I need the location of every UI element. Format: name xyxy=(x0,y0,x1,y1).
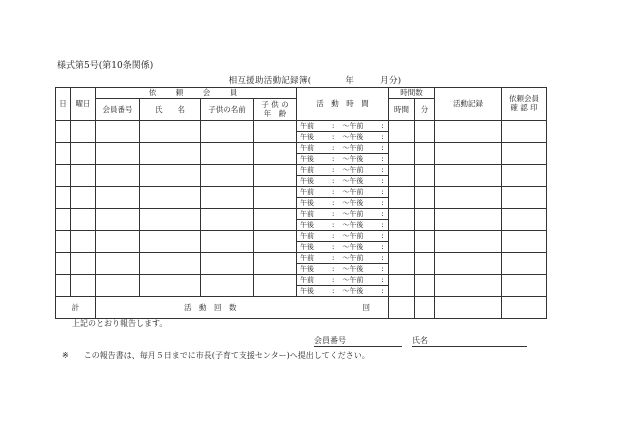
time-colon: : xyxy=(332,198,335,207)
header-child-name: 子供の名前 xyxy=(201,99,254,121)
record-row-am xyxy=(56,121,547,132)
time-start-label: 午後 xyxy=(300,286,314,295)
confirm-seal-cell[interactable] xyxy=(502,231,547,253)
weekday-cell[interactable] xyxy=(71,121,96,143)
activity-time-am-cell[interactable] xyxy=(297,143,389,154)
activity-count-label: 活 動 回 数 xyxy=(184,302,237,312)
activity-record-cell[interactable] xyxy=(435,253,502,275)
child-name-cell[interactable] xyxy=(201,165,254,187)
minutes-cell[interactable] xyxy=(415,209,435,231)
day-cell[interactable] xyxy=(56,253,71,275)
time-colon: : xyxy=(332,264,335,273)
hours-cell[interactable] xyxy=(389,275,415,297)
name-field xyxy=(412,335,527,347)
name-cell[interactable] xyxy=(140,165,201,187)
time-colon: : xyxy=(381,154,384,163)
time-colon: : xyxy=(381,121,384,130)
header-child-age-line2: 年 齢 xyxy=(263,108,287,118)
activity-time-pm-cell[interactable] xyxy=(297,198,389,209)
time-end-label: ～午前 xyxy=(342,143,364,152)
minutes-cell[interactable] xyxy=(415,143,435,165)
time-colon: : xyxy=(381,209,384,218)
hours-cell[interactable] xyxy=(389,209,415,231)
submission-note xyxy=(62,350,370,361)
minutes-cell[interactable] xyxy=(415,121,435,143)
time-colon: : xyxy=(332,231,335,240)
header-activity-time: 活 動 時 間 xyxy=(297,88,389,121)
activity-time-pm-cell[interactable] xyxy=(297,220,389,231)
confirm-seal-cell[interactable] xyxy=(502,275,547,297)
member-no-cell[interactable] xyxy=(96,121,140,143)
child-name-cell[interactable] xyxy=(201,187,254,209)
time-colon: : xyxy=(332,143,335,152)
total-hours-cell[interactable] xyxy=(389,297,415,319)
time-end-label: ～午後 xyxy=(342,264,364,273)
note-mark: ※ xyxy=(62,351,69,360)
activity-time-am-cell[interactable] xyxy=(297,209,389,220)
time-colon: : xyxy=(381,176,384,185)
day-cell[interactable] xyxy=(56,187,71,209)
member-no-cell[interactable] xyxy=(96,165,140,187)
time-colon: : xyxy=(332,209,335,218)
time-colon: : xyxy=(381,132,384,141)
time-colon: : xyxy=(381,198,384,207)
child-age-cell[interactable] xyxy=(254,275,297,297)
activity-time-pm-cell[interactable] xyxy=(297,264,389,275)
activity-record-cell[interactable] xyxy=(435,121,502,143)
time-start-label: 午後 xyxy=(300,242,314,251)
header-member-no: 会員番号 xyxy=(96,99,140,121)
time-start-label: 午前 xyxy=(300,231,314,240)
activity-time-pm-cell[interactable] xyxy=(297,132,389,143)
activity-time-am-cell[interactable] xyxy=(297,121,389,132)
activity-time-pm-cell[interactable] xyxy=(297,286,389,297)
child-name-cell[interactable] xyxy=(201,275,254,297)
time-end-label: ～午前 xyxy=(342,275,364,284)
activity-time-pm-cell[interactable] xyxy=(297,154,389,165)
time-start-label: 午後 xyxy=(300,220,314,229)
time-start-label: 午前 xyxy=(300,143,314,152)
member-number-line[interactable] xyxy=(314,335,402,347)
time-colon: : xyxy=(381,275,384,284)
activity-time-pm-cell[interactable] xyxy=(297,176,389,187)
child-name-cell[interactable] xyxy=(201,143,254,165)
header-weekday: 曜日 xyxy=(71,88,96,121)
member-no-cell[interactable] xyxy=(96,209,140,231)
activity-time-pm-cell[interactable] xyxy=(297,242,389,253)
time-end-label: ～午前 xyxy=(342,231,364,240)
member-no-cell[interactable] xyxy=(96,253,140,275)
header-day: 日 xyxy=(56,88,71,121)
child-age-cell[interactable] xyxy=(254,121,297,143)
document-title xyxy=(0,74,630,86)
time-colon: : xyxy=(381,242,384,251)
day-cell[interactable] xyxy=(56,165,71,187)
note-text: この報告書は、毎月５日までに市長(子育て支援センター)へ提出してください。 xyxy=(83,351,370,360)
time-colon: : xyxy=(332,242,335,251)
confirm-seal-cell[interactable] xyxy=(502,165,547,187)
child-name-cell[interactable] xyxy=(201,231,254,253)
weekday-cell[interactable] xyxy=(71,143,96,165)
time-start-label: 午後 xyxy=(300,132,314,141)
minutes-cell[interactable] xyxy=(415,253,435,275)
time-end-label: ～午前 xyxy=(342,187,364,196)
hours-cell[interactable] xyxy=(389,121,415,143)
header-client-member: 依 頼 会 員 xyxy=(96,88,297,99)
day-cell[interactable] xyxy=(56,275,71,297)
activity-record-cell[interactable] xyxy=(435,275,502,297)
activity-record-cell[interactable] xyxy=(435,165,502,187)
record-row-am xyxy=(56,187,547,198)
hours-cell[interactable] xyxy=(389,231,415,253)
member-no-cell[interactable] xyxy=(96,275,140,297)
total-minutes-cell[interactable] xyxy=(415,297,435,319)
time-end-label: ～午前 xyxy=(342,253,364,262)
header-name: 氏 名 xyxy=(140,99,201,121)
time-colon: : xyxy=(332,187,335,196)
day-cell[interactable] xyxy=(56,143,71,165)
header-child-age-line1: 子 供 の xyxy=(261,99,289,109)
time-start-label: 午前 xyxy=(300,165,314,174)
weekday-cell[interactable] xyxy=(71,165,96,187)
name-line[interactable] xyxy=(412,335,527,347)
total-label: 計 xyxy=(56,297,96,319)
total-record-cell[interactable] xyxy=(435,297,502,319)
time-colon: : xyxy=(332,253,335,262)
child-age-cell[interactable] xyxy=(254,187,297,209)
form-number-label: 様式第5号(第10条関係) xyxy=(57,61,154,71)
time-colon: : xyxy=(381,165,384,174)
hours-cell[interactable] xyxy=(389,187,415,209)
activity-count-cell[interactable] xyxy=(96,297,389,319)
time-end-label: ～午後 xyxy=(342,198,364,207)
total-row xyxy=(56,297,547,319)
day-cell[interactable] xyxy=(56,231,71,253)
record-row-am xyxy=(56,253,547,264)
child-age-cell[interactable] xyxy=(254,143,297,165)
time-end-label: ～午後 xyxy=(342,154,364,163)
time-start-label: 午前 xyxy=(300,187,314,196)
time-end-label: ～午前 xyxy=(342,209,364,218)
time-end-label: ～午後 xyxy=(342,132,364,141)
activity-record-table xyxy=(55,87,547,319)
hours-cell[interactable] xyxy=(389,143,415,165)
activity-time-am-cell[interactable] xyxy=(297,275,389,286)
weekday-cell[interactable] xyxy=(71,275,96,297)
time-colon: : xyxy=(381,143,384,152)
header-confirm-seal xyxy=(502,88,547,121)
member-no-cell[interactable] xyxy=(96,143,140,165)
activity-record-cell[interactable] xyxy=(435,187,502,209)
record-row-am xyxy=(56,231,547,242)
time-end-label: ～午前 xyxy=(342,165,364,174)
activity-count-unit: 回 xyxy=(362,303,370,312)
member-number-label: 会員番号 xyxy=(314,336,346,345)
total-confirm-cell[interactable] xyxy=(502,297,547,319)
time-colon: : xyxy=(332,154,335,163)
child-age-cell[interactable] xyxy=(254,209,297,231)
header-confirm-line2: 確 認 印 xyxy=(510,103,538,112)
child-name-cell[interactable] xyxy=(201,253,254,275)
day-cell[interactable] xyxy=(56,121,71,143)
title-year: 年 xyxy=(345,76,355,86)
name-cell[interactable] xyxy=(140,275,201,297)
time-end-label: ～午後 xyxy=(342,286,364,295)
time-colon: : xyxy=(381,187,384,196)
activity-record-cell[interactable] xyxy=(435,143,502,165)
confirm-seal-cell[interactable] xyxy=(502,187,547,209)
name-cell[interactable] xyxy=(140,231,201,253)
time-colon: : xyxy=(381,264,384,273)
time-start-label: 午前 xyxy=(300,253,314,262)
time-colon: : xyxy=(332,275,335,284)
time-colon: : xyxy=(332,220,335,229)
confirm-seal-cell[interactable] xyxy=(502,209,547,231)
title-main: 相互援助活動記録簿( xyxy=(228,76,312,86)
header-activity-record: 活動記録 xyxy=(435,88,502,121)
weekday-cell[interactable] xyxy=(71,253,96,275)
minutes-cell[interactable] xyxy=(415,275,435,297)
time-end-label: ～午前 xyxy=(342,121,364,130)
activity-time-am-cell[interactable] xyxy=(297,253,389,264)
weekday-cell[interactable] xyxy=(71,187,96,209)
record-row-am xyxy=(56,143,547,154)
time-colon: : xyxy=(332,176,335,185)
time-colon: : xyxy=(332,286,335,295)
minutes-cell[interactable] xyxy=(415,187,435,209)
time-end-label: ～午後 xyxy=(342,176,364,185)
name-cell[interactable] xyxy=(140,143,201,165)
time-start-label: 午前 xyxy=(300,121,314,130)
child-age-cell[interactable] xyxy=(254,253,297,275)
time-colon: : xyxy=(332,165,335,174)
time-colon: : xyxy=(381,286,384,295)
minutes-cell[interactable] xyxy=(415,231,435,253)
time-colon: : xyxy=(381,220,384,229)
activity-time-am-cell[interactable] xyxy=(297,231,389,242)
record-row-am xyxy=(56,209,547,220)
report-statement: 上記のとおり報告します。 xyxy=(72,319,168,328)
weekday-cell[interactable] xyxy=(71,209,96,231)
record-row-am xyxy=(56,165,547,176)
confirm-seal-cell[interactable] xyxy=(502,121,547,143)
time-start-label: 午後 xyxy=(300,176,314,185)
time-end-label: ～午後 xyxy=(342,220,364,229)
time-colon: : xyxy=(381,231,384,240)
member-number-field xyxy=(314,335,402,347)
activity-record-cell[interactable] xyxy=(435,209,502,231)
header-minutes: 分 xyxy=(415,99,435,121)
time-start-label: 午後 xyxy=(300,198,314,207)
header-row-1 xyxy=(56,88,547,99)
header-hours: 時間 xyxy=(389,99,415,121)
name-cell[interactable] xyxy=(140,209,201,231)
time-start-label: 午前 xyxy=(300,209,314,218)
time-colon: : xyxy=(381,253,384,262)
confirm-seal-cell[interactable] xyxy=(502,143,547,165)
time-colon: : xyxy=(332,132,335,141)
hours-cell[interactable] xyxy=(389,253,415,275)
header-hours-count: 時間数 xyxy=(389,88,435,99)
weekday-cell[interactable] xyxy=(71,231,96,253)
record-row-am xyxy=(56,275,547,286)
name-cell[interactable] xyxy=(140,253,201,275)
time-colon: : xyxy=(332,121,335,130)
name-cell[interactable] xyxy=(140,121,201,143)
header-child-age xyxy=(254,99,297,121)
activity-time-am-cell[interactable] xyxy=(297,187,389,198)
confirm-seal-cell[interactable] xyxy=(502,253,547,275)
activity-record-cell[interactable] xyxy=(435,231,502,253)
time-start-label: 午後 xyxy=(300,154,314,163)
header-confirm-line1: 依頼会員 xyxy=(509,94,539,104)
member-no-cell[interactable] xyxy=(96,231,140,253)
name-label: 氏名 xyxy=(412,336,428,345)
child-name-cell[interactable] xyxy=(201,121,254,143)
child-age-cell[interactable] xyxy=(254,231,297,253)
minutes-cell[interactable] xyxy=(415,165,435,187)
time-start-label: 午後 xyxy=(300,264,314,273)
day-cell[interactable] xyxy=(56,209,71,231)
child-age-cell[interactable] xyxy=(254,165,297,187)
child-name-cell[interactable] xyxy=(201,209,254,231)
member-no-cell[interactable] xyxy=(96,187,140,209)
hours-cell[interactable] xyxy=(389,165,415,187)
title-month: 月分) xyxy=(380,76,402,86)
time-start-label: 午前 xyxy=(300,275,314,284)
time-end-label: ～午後 xyxy=(342,242,364,251)
activity-time-am-cell[interactable] xyxy=(297,165,389,176)
name-cell[interactable] xyxy=(140,187,201,209)
